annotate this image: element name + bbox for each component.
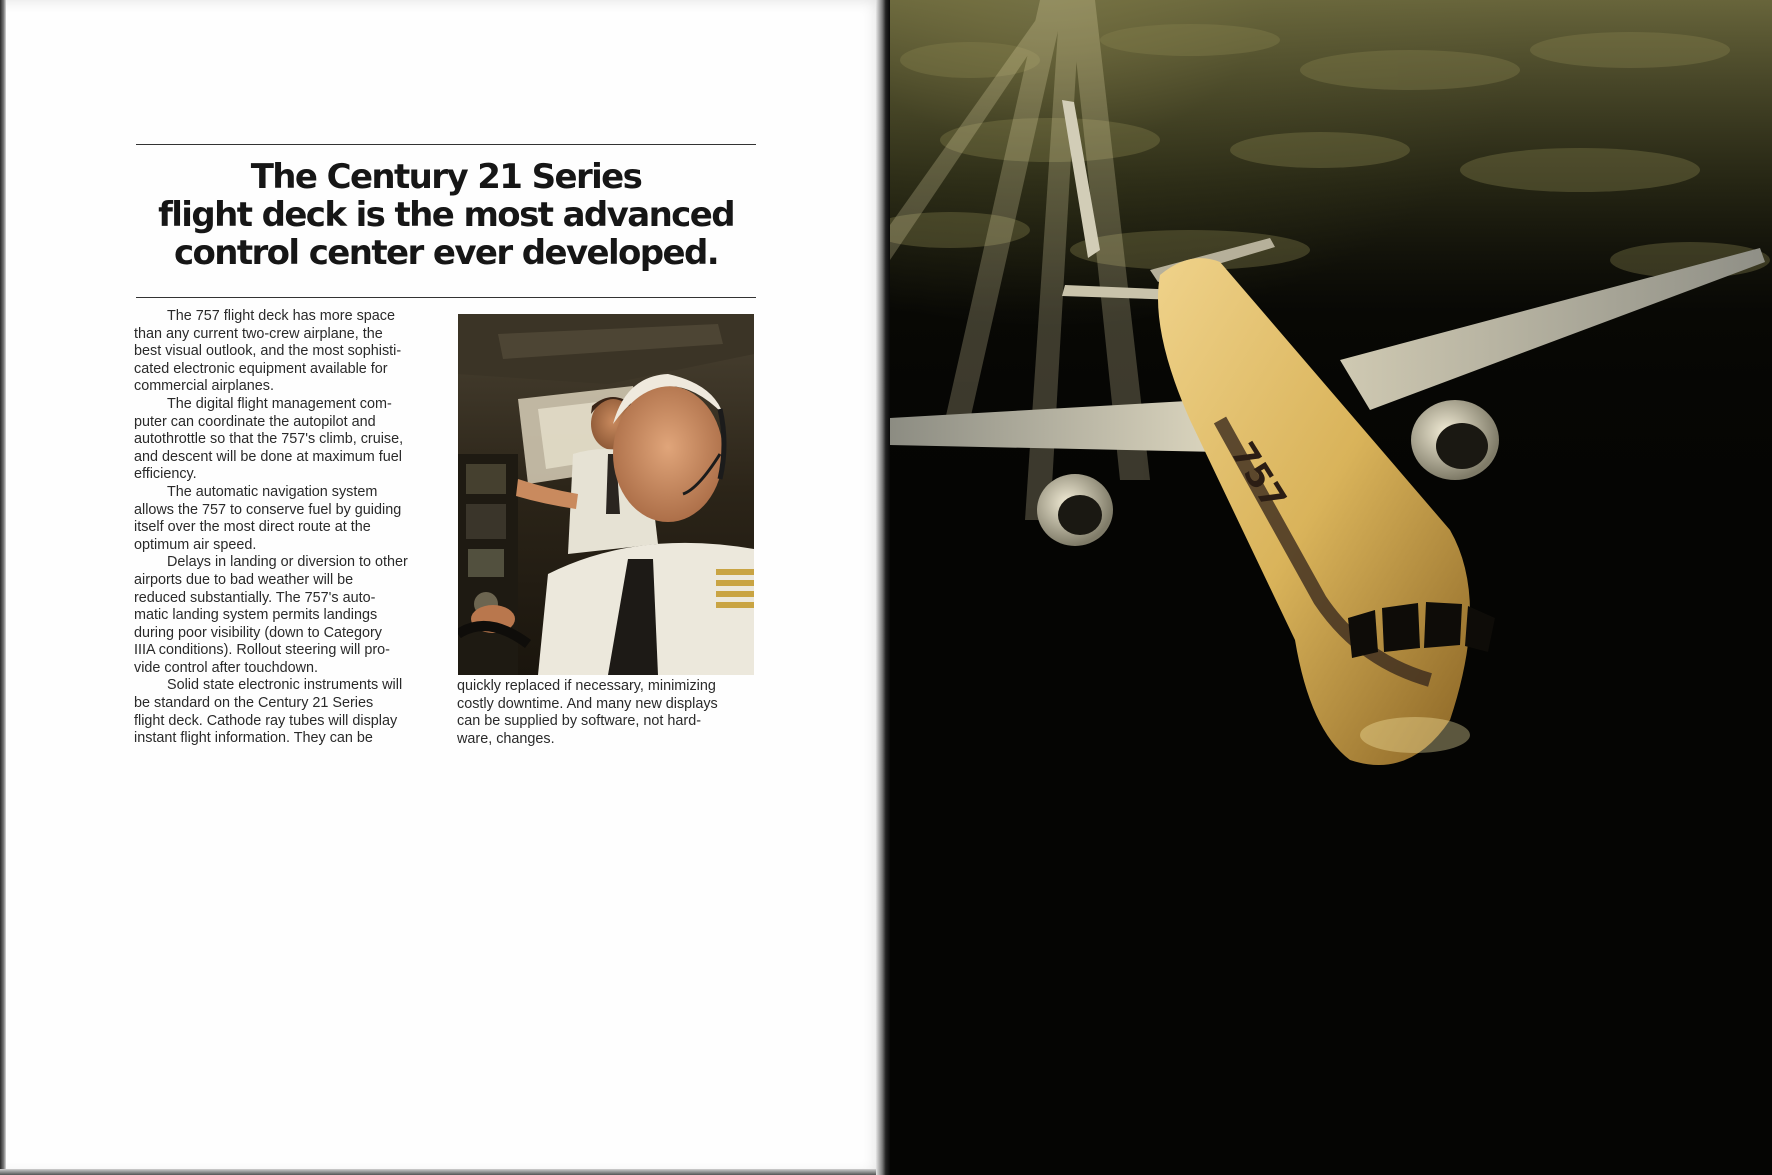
headline-line-2: flight deck is the most advanced xyxy=(158,195,734,235)
text-line: commercial airplanes. xyxy=(134,378,274,395)
text-line: Solid state electronic instruments will xyxy=(167,677,403,694)
headline-line-3: control center ever developed. xyxy=(173,233,719,273)
text-line: matic landing system permits landings xyxy=(134,607,378,624)
right-page-airplane-photo xyxy=(890,0,1772,1175)
headline-top-rule xyxy=(136,144,756,145)
text-line: optimum air speed. xyxy=(134,536,257,553)
text-line: cated electronic equipment available for xyxy=(134,360,388,377)
text-line: Delays in landing or diversion to other xyxy=(167,554,408,571)
text-line: can be supplied by software, not hard- xyxy=(457,713,701,730)
text-line: during poor visibility (down to Category xyxy=(134,624,382,641)
text-line: reduced substantially. The 757's auto- xyxy=(134,589,376,606)
text-line: The digital flight management com- xyxy=(167,395,392,412)
text-line: puter can coordinate the autopilot and xyxy=(134,413,376,430)
text-line: and descent will be done at maximum fuel xyxy=(134,448,402,465)
text-line: flight deck. Cathode ray tubes will display xyxy=(134,712,398,729)
text-line: instant flight information. They can be xyxy=(134,730,373,747)
page-edge-shadow xyxy=(0,0,6,1175)
text-line: airports due to bad weather will be xyxy=(134,571,354,588)
text-line: best visual outlook, and the most sophisti- xyxy=(134,343,402,360)
paragraph-landing-system xyxy=(134,554,434,677)
text-line: The 757 flight deck has more space xyxy=(167,308,395,324)
body-column-left xyxy=(134,308,434,748)
text-line: IIIA conditions). Rollout steering will pro- xyxy=(134,642,390,659)
paragraph-navigation xyxy=(134,484,434,554)
headline-line-1: The Century 21 Series xyxy=(250,157,642,197)
text-line: costly downtime. And many new displays xyxy=(457,695,718,712)
text-line: itself over the most direct route at the xyxy=(134,519,371,536)
binding-gutter xyxy=(876,0,890,1175)
headline-bottom-rule xyxy=(136,297,756,298)
cockpit-illustration xyxy=(458,314,754,675)
paragraph-instruments xyxy=(134,677,434,747)
headline xyxy=(136,158,756,272)
text-line: than any current two-crew airplane, the xyxy=(134,325,383,342)
text-line: be standard on the Century 21 Series xyxy=(134,695,374,712)
text-line: allows the 757 to conserve fuel by guiding xyxy=(134,501,402,518)
paragraph-flight-deck-space xyxy=(134,308,434,396)
text-line: ware, changes. xyxy=(457,730,555,747)
body-column-right xyxy=(457,678,757,748)
text-line: efficiency. xyxy=(134,466,197,483)
airplane-photo xyxy=(890,0,1772,1175)
text-line: quickly replaced if necessary, minimizing xyxy=(457,678,716,694)
tail-marking-757: 757 xyxy=(1222,435,1294,517)
cockpit-photo xyxy=(458,314,754,675)
text-line: vide control after touchdown. xyxy=(134,659,318,676)
paragraph-flight-management xyxy=(134,396,434,484)
paragraph-continued xyxy=(457,678,757,748)
page-bottom-edge xyxy=(0,1169,886,1175)
text-line: autothrottle so that the 757's climb, cruise, xyxy=(134,431,404,448)
text-line: The automatic navigation system xyxy=(167,483,378,500)
